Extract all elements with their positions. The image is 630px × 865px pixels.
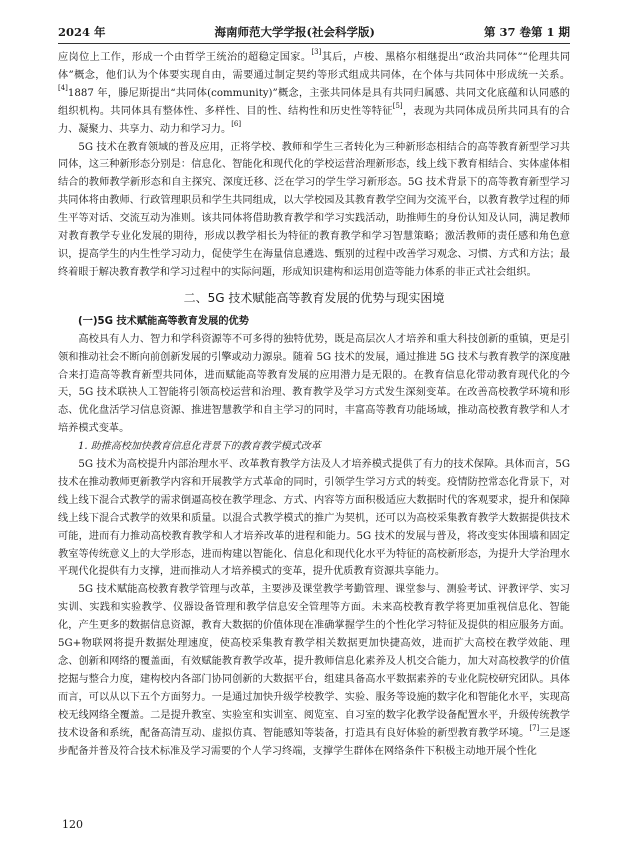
paragraph-5g-learning-community: 5G 技术在教育领域的普及应用，正将学校、教师和学生三者转化为三种新形态相结合的高等教育新型学习共同体，这三种新形态分别是：信息化、智能化和现代化的学校运营治理新形态，线上线下教育相结合、实体虚体相结合的教师教学新形态和自主探究、深度迁移、泛在学习的学生学习新形态。5G 技术背景下的高等教育新型学习共同体将由教师、行政管理职员和学生共同组成，以大学校园及其教育教学空间为交流平台，以教育教学过程的师生平等对话、交流互动为准则。该共同体将借助教育教学和学习实践活动，助推师生的身份认知及认同，满足教师对教育教学专业化发展的期待，形成以教学相长为特征的教育教学和学习智慧策略；激活教师的责任感和角色意识，提高学生的内生性学习动力，促使学生在海量信息遴选、甄别的过程中改善学习观念、习惯、方式和方法；最终着眼于解决教育教学和学习过程中的实际问题，形成知识建构和运用创造等能力体系的非正式社会组织。 xyxy=(58,141,570,278)
citation-ref: [3] xyxy=(311,48,322,56)
header-volume-issue: 第 37 卷第 1 期 xyxy=(483,25,570,39)
section-heading: 二、5G 技术赋能高等教育发展的优势与现实困境 xyxy=(183,290,445,305)
paragraph-text: 应岗位上工作，形成一个由哲学王统治的超稳定国家。 xyxy=(58,52,312,63)
running-header xyxy=(58,20,570,44)
paragraph-community-history xyxy=(58,49,570,139)
paragraph-text: 其后，卢梭、黑格尔相继提出“政治共同体”“伦理共同体”概念，他们认为个体要实现自由，需要通过制定契约等形式组成共同体，在个体与共同体中形成统一关系。 xyxy=(58,52,571,81)
article-body xyxy=(58,49,570,760)
citation-ref: [5] xyxy=(392,101,403,110)
citation-ref: [7] xyxy=(529,723,540,732)
citation-ref: [6] xyxy=(231,119,242,128)
citation-ref: [4] xyxy=(58,83,68,92)
header-journal-title: 海南师范大学学报(社会科学版) xyxy=(214,25,375,39)
paragraph-management-reform xyxy=(58,581,570,760)
paragraph-text: ，表现为共同体成员所共同具有的合力、凝聚力、共享力、动力和学习力。 xyxy=(58,105,570,135)
sub-subsection-heading: 1. 助推高校加快教育信息化背景下的教育教学模式改革 xyxy=(78,441,321,453)
page-number: 120 xyxy=(62,818,83,831)
subsection-heading: (一)5G 技术赋能高等教育发展的优势 xyxy=(78,315,249,327)
paragraph-university-advantages: 高校具有人力、智力和学科资源等不可多得的独特优势，既是高层次人才培养和重大科技创新的重镇，更是引领和推动社会不断向前创新发展的引擎或动力源泉。随着 5G 技术的发展，通过推进 5G 技术与教育教学的深度融合来打造高等教育新型共同体，进而赋能高等教育发展的应用潜力是无限的。在教育信息化带动教育现代化的今天，5G 技术联袂人工智能将引领高校运营和治理、教育教学及学习方式发生深刻变革。在改善高校教学环境和形态、优化盘活学习信息资源、推进智慧教学和自主学习的同时，丰富高等教育功能场域，推动高校教育教学和人才培养模式变革。 xyxy=(58,333,570,435)
paragraph-text: 三是逐步配备并普及符合技术标准及学习需要的个人学习终端，支撑学生群体在网络条件下积极主动地开展个性化 xyxy=(58,727,571,757)
paragraph-teaching-reform: 5G 技术为高校提升内部治理水平、改革教育教学方法及人才培养模式提供了有力的技术保障。具体而言，5G 技术在推动教师更新教学内容和开展教学方式革命的同时，引领学生学习方式的转变。疫情防控常态化背景下，对线上线下混合式教学的需求倒逼高校在教学理念、方式、内容等方面积极适应大数据时代的客观要求，提升和保障线上线下混合式教学的效果和质量。以混合式教学模式的推广为契机，还可以为高校采集教育教学大数据提供技术可能，进而有力推动高校教育教学和人才培养改革的进程和能力。5G 技术的发展与普及，将改变实体围墙和固定教室等传统意义上的大学形态，进而构建以智能化、信息化和现代化水平为特征的高校新形态，为提升大学治理水平现代化提供有力支撑，进而推动人才培养模式的变革，提升优质教育资源共享能力。 xyxy=(58,459,570,578)
paragraph-text: 5G 技术赋能高校教育教学管理与改革，主要涉及课堂教学考勤管理、课堂参与、测验考试、评教评学、实习实训、实践和实验教学、仪器设备管理和教学信息安全管理等方面。未来高校教育教学将更加重视信息化、智能化，产生更多的数据信息资源，教育大数据的价值体现在准确掌握学生的个性化学习特征及提供的相应服务方面。5G+物联网将提升数据处理速度，使高校采集教育教学相关数据更加快捷高效，进而扩大高校在教学效能、理念、创新和网络的覆盖面，有效赋能教育教学改革，提升教师信息化素养及人机交合能力，加大对高校教学的价值挖掘与整合力度，建构校内各部门协同创新的大数据平台，组建具备高水平数据素养的专业化院校研究团队。具体而言，可以从以下五个方面努力。一是通过加快升级学校教学、实验、服务等设施的数字化和智能化水平，实现高校无线网络全覆盖。二是提升教室、实验室和实训室、阅览室、自习室的数字化教学设备配置水平，升级传统教学技术设备和系统，配备高清互动、虚拟仿真、智能感知等装备，打造具有良好体验的新型教育教学环境。 xyxy=(58,584,570,739)
header-year: 2024 年 xyxy=(58,25,106,39)
paragraph-text: 1887 年，滕尼斯提出“共同体(community)”概念，主张共同体是具有共同归属感、共同文化底蕴和认同感的组织机构。共同体具有整体性、多样性、目的性、结构性和历史性等特征 xyxy=(58,87,570,117)
